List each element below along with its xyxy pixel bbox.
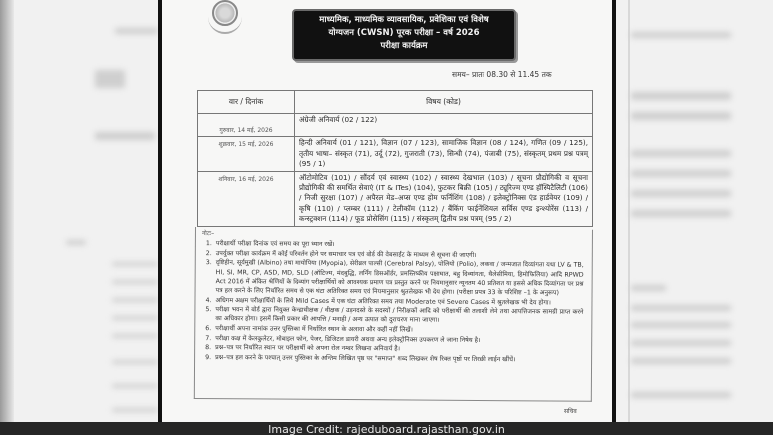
column-header-date: वार / दिनांक: [198, 91, 295, 114]
row-subjects: अंग्रेजी अनिवार्य (02 / 122): [295, 114, 593, 137]
note-item: 4. अधिगम अक्षम परीक्षार्थियों के लिये Mild Cases में एक घंटा अतिरिक्त समय तथा Moderate एवं Severe Cases में श्रुतलेखक भी देय होगा।: [205, 296, 551, 307]
row-date: शुक्रवार, 15 मई, 2026: [198, 137, 295, 171]
title-line-2: योग्यजन (CWSN) पूरक परीक्षा – वर्ष 2026: [328, 28, 480, 38]
title-line-3: परीक्षा कार्यक्रम: [380, 41, 428, 51]
note-item: 7. परीक्षा कक्ष में केलकुलेटर, मोबाइल फोन, पेजर, डिजिटल डायरी अथवा अन्य इलेक्ट्रोनिक्स उपकरण ले जाना निषेध है।: [205, 334, 481, 344]
note-item: 3. दृष्टिहीन, सूर्यमुखी (Albino) तथा मायोपिया (Myopia), सेरीब्रल पाल्सी (Cerebral Palsy), पोलियो (Polio), लकवा / जन्मजात दिव्यांगता यथा LV & TB, HI, SI, MR, CP, ASD, MD, SLD (ऑटिज्म, मंदबुद्धि, लर्निंग डिसऑर्डर, प्रमस्तिष्कीय पक्षाघात, बहु दिव्यांगता, थैलेसीमिया, हिमोफिलिया) आदि RPWD Act 2016 में अंकित श्रेणियों के दिव्यांग परीक्षार्थियों को आवश्यक प्रमाण पत्र प्रस्तुत करने पर नियमानुसार न्यूनतम 40 प्रतिशत या इससे अधिक दिव्यांगता पर प्रश्न पत्र हल करने के लिए निर्धारित समय से एक घंटा अतिरिक्त समय एवं नियमानुसार श्रुतलेखक भी देय होगा। (परीक्षा प्रपत्र 33 के परिशिष्ट –1 के अनुरूप): [205, 259, 584, 297]
row-subjects: हिन्दी अनिवार्य (01 / 121), विज्ञान (07 / 123), सामाजिक विज्ञान (08 / 124), गणित (09 / 125), तृतीय भाषा– संस्कृत (71), उर्दू (72), गुजराती (73), सिन्धी (74), पंजाबी (75), संस्कृतम् प्रथम प्रश्न पत्रम् (95 / 1): [295, 137, 593, 171]
exam-schedule-document: [162, 0, 612, 422]
title-line-1: माध्यमिक, माध्यमिक व्यावसायिक, प्रवेशिका एवं विशेष: [319, 15, 489, 25]
row-subjects: ऑटोमोटिव (101) / सौंदर्य एवं स्वास्थ्य (102) / स्वास्थ्य देखभाल (103) / सूचना प्रौद्योगिकी व सूचना प्रौद्योगिकी की समर्थित सेवाएं (IT & ITes) (104), फुटकर बिक्री (105) / ट्यूरिज्म एण्ड हॉस्पिटैलिटी (106) / निजी सुरक्षा (107) / अपैरल मेड–अप्स एण्ड होम फर्निशिंग (108) / इलेक्ट्रोनिक्स एंड हार्डवेयर (109) / कृषि (110) / प्लम्बर (111) / टेलीकॉम (112) / बैंकिंग फाईनेंशियल सर्विस एण्ड इन्श्योरेंस (113) / कन्स्ट्रक्शन (114) / फूड प्रोसेसिंग (115) / संस्कृतम् द्वितीय प्रश्न पत्रम् (95 / 2): [295, 171, 593, 226]
blurred-background-right: [616, 0, 773, 422]
schedule-table: [197, 90, 593, 227]
table-header-row: [198, 91, 593, 114]
column-header-subject: विषय (कोड): [295, 91, 593, 114]
blurred-background-left: [0, 0, 158, 422]
table-row: [198, 171, 593, 226]
row-date: शनिवार, 16 मई, 2026: [198, 171, 295, 226]
table-row: [198, 137, 593, 171]
note-item: 9. प्रश्न–पत्र हल करने के पश्चात् उत्तर पुस्तिका के अन्तिम लिखित पृष्ठ पर "समाप्त" शब्द लिखकर शेष रिक्त पृष्ठों पर तिरछी लाईन खींचें।: [205, 353, 516, 364]
board-emblem-ribbon: [208, 16, 242, 34]
image-credit-caption: Image Credit: rajeduboard.rajasthan.gov.in: [0, 422, 773, 435]
table-row: [198, 114, 593, 137]
document-title-box: [292, 9, 516, 61]
note-item: 8. प्रश्न–पत्र पर निर्धारित स्थान पर परीक्षार्थी को अपना रोल नम्बर लिखना अनिवार्य है।: [205, 344, 401, 353]
note-item: 5. परीक्षा भवन में बोर्ड द्वारा नियुक्त केन्द्राधीक्षक / वीक्षक / उड़नदस्ते के सदस्यों / निरीक्षकों आदि को परीक्षार्थी की तलाशी लेने तथा आपत्तिजनक सामग्री प्राप्त करने का अधिकार होगा। इसमें किसी प्रकार की आपत्ति / मनाही / अन्य उत्पात को दुराचरण माना जाएगा।: [205, 306, 584, 325]
notes-label: नोटः–: [201, 230, 215, 238]
signatory-title: सचिव: [564, 408, 577, 415]
notes-section: [194, 227, 593, 402]
note-item: 2. उपर्युक्त परीक्षा कार्यक्रम में कोई परिवर्तन होने पर समाचार पत्र एवं बोर्ड की वेबसाईट के माध्यम से सूचना दी जाएगी।: [205, 249, 477, 259]
row-date: गुरुवार, 14 मई, 2026: [198, 114, 295, 137]
note-item: 6. परीक्षार्थी अपना नामांक उत्तर पुस्तिका में निर्धारित स्थान के अलावा और कहीं नहीं लिखें।: [205, 325, 413, 334]
exam-timing: समय– प्रातः 08.30 से 11.45 तक: [452, 70, 552, 79]
note-item: 1. परीक्षार्थी परीक्षा दिनांक एवं समय का पूरा ध्यान रखें।: [205, 240, 335, 249]
